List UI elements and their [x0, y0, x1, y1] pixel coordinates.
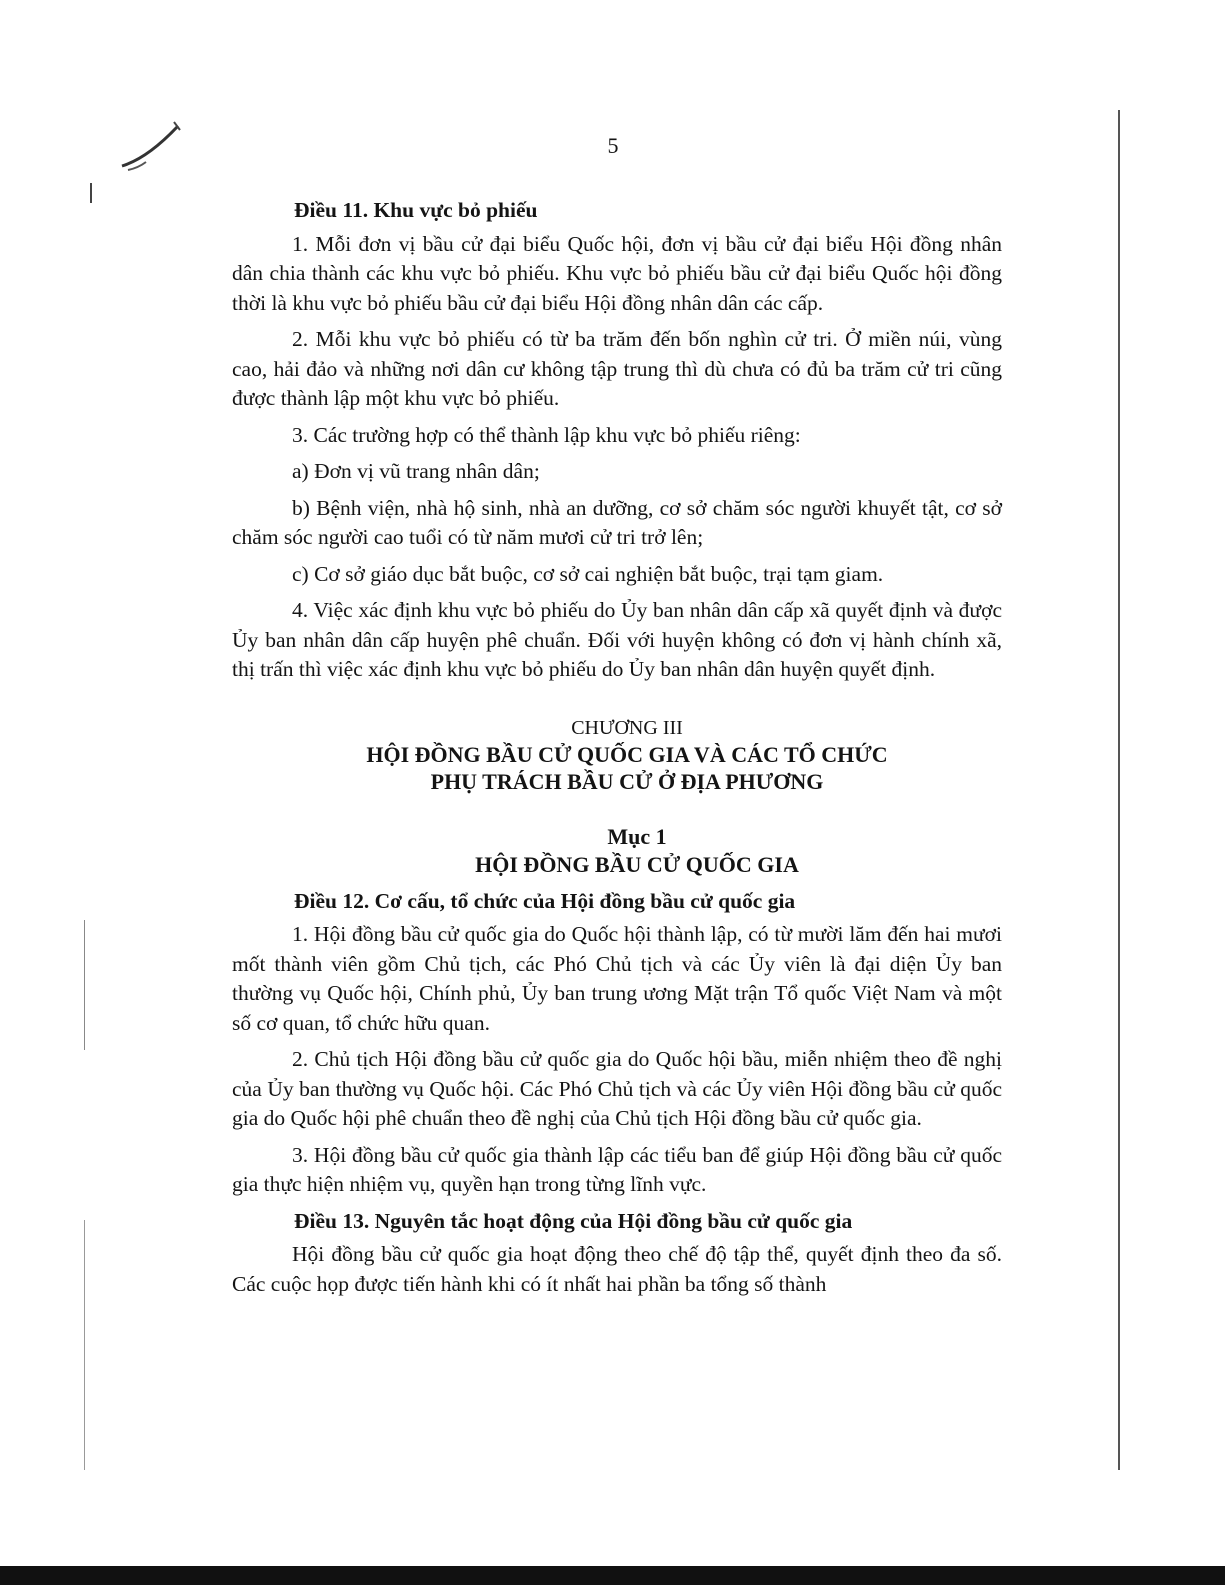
scan-edge-mark-left [84, 920, 85, 1050]
scan-smudge-mark [118, 118, 198, 198]
article-11-paragraph: a) Đơn vị vũ trang nhân dân; [292, 459, 540, 483]
article-11-paragraph: b) Bệnh viện, nhà hộ sinh, nhà an dưỡng, cơ sở chăm sóc người khuyết tật, cơ sở chăm sóc người cao tuổi có từ năm mươi cử tri trở lên; [232, 495, 1002, 549]
scan-bottom-edge [0, 1566, 1225, 1585]
article-12-paragraph: 2. Chủ tịch Hội đồng bầu cử quốc gia do Quốc hội bầu, miễn nhiệm theo đề nghị của Ủy ban thường vụ Quốc hội. Các Phó Chủ tịch và các Ủy viên Hội đồng bầu cử quốc gia do Quốc hội phê chuẩn theo đề nghị của Chủ tịch Hội đồng bầu cử quốc gia. [232, 1047, 1002, 1130]
article-11-paragraph: 3. Các trường hợp có thể thành lập khu vực bỏ phiếu riêng: [292, 422, 801, 447]
section-heading [232, 823, 1002, 879]
section-title: HỘI ĐỒNG BẦU CỬ QUỐC GIA [475, 851, 799, 877]
chapter-label: CHƯƠNG III [571, 716, 683, 739]
article-11-paragraph: 1. Mỗi đơn vị bầu cử đại biểu Quốc hội, đơn vị bầu cử đại biểu Hội đồng nhân dân chia thành các khu vực bỏ phiếu. Khu vực bỏ phiếu bầu cử đại biểu Quốc hội đồng thời là khu vực bỏ phiếu bầu cử đại biểu Hội đồng nhân dân các cấp. [232, 231, 1002, 315]
article-13-title: Điều 13. Nguyên tắc hoạt động của Hội đồng bầu cử quốc gia [294, 1208, 853, 1233]
section-label: Mục 1 [607, 823, 667, 849]
article-11-paragraph: 4. Việc xác định khu vực bỏ phiếu do Ủy ban nhân dân cấp xã quyết định và được Ủy ban nhân dân cấp huyện phê chuẩn. Đối với huyện không có đơn vị hành chính xã, thị trấn thì việc xác định khu vực bỏ phiếu do Ủy ban nhân dân huyện quyết định. [232, 598, 1002, 681]
page-number: 5 [607, 133, 619, 158]
article-12-title: Điều 12. Cơ cấu, tổ chức của Hội đồng bầu cử quốc gia [294, 888, 796, 913]
article-11-paragraph: c) Cơ sở giáo dục bắt buộc, cơ sở cai nghiện bắt buộc, trại tạm giam. [292, 561, 884, 586]
article-12-paragraph: 1. Hội đồng bầu cử quốc gia do Quốc hội thành lập, có từ mười lăm đến hai mươi mốt thành viên gồm Chủ tịch, các Phó Chủ tịch và các Ủy viên là đại diện Ủy ban thường vụ Quốc hội, Chính phủ, Ủy ban trung ương Mặt trận Tổ quốc Việt Nam và một số cơ quan, tổ chức hữu quan. [232, 922, 1002, 1035]
article-11-title: Điều 11. Khu vực bỏ phiếu [294, 198, 538, 222]
scan-edge-line-right [1118, 110, 1120, 1470]
article-13-paragraph: Hội đồng bầu cử quốc gia hoạt động theo chế độ tập thể, quyết định theo đa số. Các cuộc họp được tiến hành khi có ít nhất hai phần ba tổng số thành [232, 1242, 1002, 1296]
scan-edge-mark-left [90, 183, 92, 203]
chapter-heading [232, 715, 1002, 795]
chapter-title-line-1: HỘI ĐỒNG BẦU CỬ QUỐC GIA VÀ CÁC TỔ CHỨC [366, 741, 888, 767]
article-12-paragraph: 3. Hội đồng bầu cử quốc gia thành lập các tiểu ban để giúp Hội đồng bầu cử quốc gia thực hiện nhiệm vụ, quyền hạn trong từng lĩnh vực. [232, 1142, 1002, 1196]
scan-edge-mark-left [84, 1220, 85, 1470]
document-body [232, 196, 1002, 1306]
article-11-paragraph: 2. Mỗi khu vực bỏ phiếu có từ ba trăm đến bốn nghìn cử tri. Ở miền núi, vùng cao, hải đảo và những nơi dân cư không tập trung thì dù chưa có đủ ba trăm cử tri cũng được thành lập một khu vực bỏ phiếu. [232, 327, 1002, 410]
chapter-title-line-2: PHỤ TRÁCH BẦU CỬ Ở ĐỊA PHƯƠNG [430, 768, 824, 794]
